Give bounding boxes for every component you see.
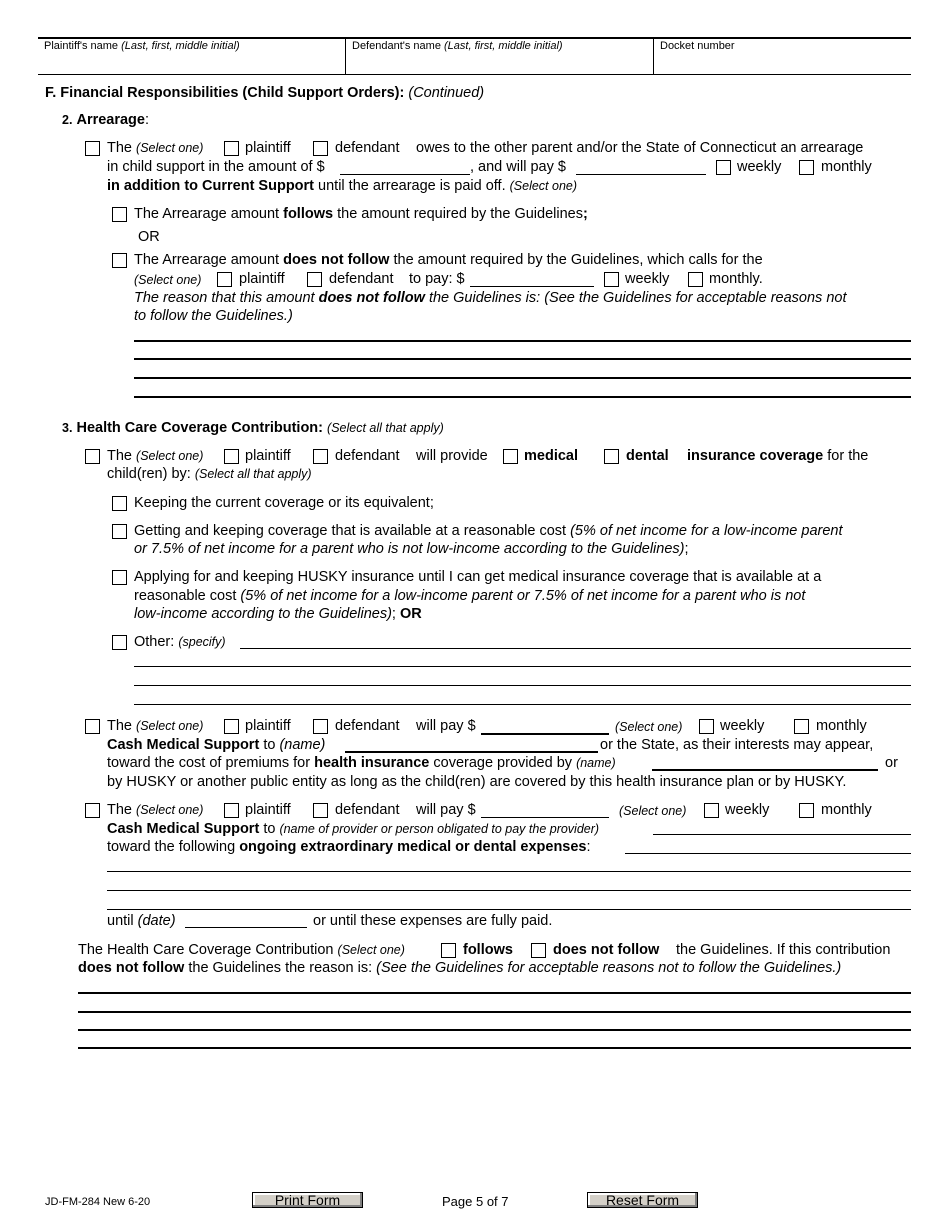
cash2-weekly-label: weekly [725, 802, 770, 818]
health-medical-label: medical [524, 448, 578, 464]
cash1-or: or [885, 755, 898, 771]
cash2-weekly-checkbox[interactable] [704, 803, 719, 818]
arrearage-defendant-checkbox[interactable] [313, 141, 328, 156]
arrearage-or: OR [138, 229, 160, 245]
until-fully-paid: or until these expenses are fully paid. [313, 913, 553, 929]
cash1-monthly-label: monthly [816, 718, 867, 734]
notfollow-monthly-label: monthly. [709, 271, 763, 287]
cash2-expenses-line-3[interactable] [107, 890, 911, 891]
notfollow-weekly-checkbox[interactable] [604, 272, 619, 287]
hcc-reason-line-1[interactable] [78, 992, 911, 994]
cash2-line2: Cash Medical Support to (name of provider or person obligated to pay the provider) [107, 821, 600, 837]
opt-reasonable-cost-line2: or 7.5% of net income for a parent who is not low-income according to the Guidelines); [134, 541, 689, 557]
hcc-not-follow-label: does not follow [553, 942, 660, 958]
cash2-select-one: (Select one) [619, 804, 687, 818]
cash1-provider-input[interactable] [652, 769, 878, 771]
notfollow-amount-input[interactable] [470, 286, 594, 287]
hcc-follows-label: follows [463, 942, 513, 958]
defendant-name-label: Defendant's name [352, 40, 441, 52]
arrearage-checkbox[interactable] [85, 141, 100, 156]
cash2-will-pay: will pay $ [416, 802, 476, 818]
cash2-defendant-checkbox[interactable] [313, 803, 328, 818]
cash1-weekly-checkbox[interactable] [699, 719, 714, 734]
arrearage-will-pay-text: , and will pay $ [470, 159, 566, 175]
health-dental-checkbox[interactable] [604, 449, 619, 464]
docket-number-label: Docket number [660, 40, 735, 52]
arrearage-weekly-label: weekly [737, 159, 782, 175]
opt-reasonable-cost-checkbox[interactable] [112, 524, 127, 539]
cash2-the: The (Select one) [107, 802, 204, 818]
other-specify-input[interactable] [240, 648, 911, 649]
plaintiff-name-label: Plaintiff's name [44, 40, 119, 52]
other-line-3[interactable] [134, 685, 911, 686]
arrearage-owes-text: owes to the other parent and/or the State of Connecticut an arrearage [416, 140, 864, 156]
cash2-monthly-checkbox[interactable] [799, 803, 814, 818]
arrearage-line3: in addition to Current Support until the arrearage is paid off. (Select one) [107, 178, 578, 194]
cash1-name-input[interactable] [345, 751, 598, 753]
cash1-monthly-checkbox[interactable] [794, 719, 809, 734]
notfollow-plaintiff-label: plaintiff [239, 271, 285, 287]
other-line-4[interactable] [134, 704, 911, 705]
other-line-2[interactable] [134, 666, 911, 667]
hcc-reason-line-4[interactable] [78, 1047, 911, 1049]
notfollow-weekly-label: weekly [625, 271, 670, 287]
cash1-or-state: or the State, as their interests may appear, [600, 737, 874, 753]
cash1-select-one: (Select one) [615, 720, 683, 734]
opt-husky-line1: Applying for and keeping HUSKY insurance until I can get medical insurance coverage that is available at a [134, 569, 822, 585]
plaintiff-name-field[interactable] [38, 39, 346, 75]
cash2-expenses-line-2[interactable] [107, 871, 911, 872]
arrearage-reason-text: The reason that this amount does not follow the Guidelines is: (See the Guidelines for acceptable reasons not [134, 290, 847, 306]
cash1-defendant-checkbox[interactable] [313, 719, 328, 734]
section-title: F. Financial Responsibilities (Child Support Orders): (Continued) [45, 85, 485, 101]
hcc-reason-line-3[interactable] [78, 1029, 911, 1031]
health-children-by: child(ren) by: (Select all that apply) [107, 466, 312, 482]
arrearage-reason-line2: to follow the Guidelines.) [134, 308, 293, 324]
cash1-amount-input[interactable] [481, 733, 609, 735]
cash2-provider-input[interactable] [653, 834, 911, 835]
arrearage-notfollow-text: The Arrearage amount does not follow the amount required by the Guidelines, which calls for the [134, 252, 763, 268]
health-provide-checkbox[interactable] [85, 449, 100, 464]
until-date-input[interactable] [185, 927, 307, 928]
arrearage-monthly-checkbox[interactable] [799, 160, 814, 175]
hcc-not-follow-checkbox[interactable] [531, 943, 546, 958]
cash1-line2: Cash Medical Support to (name) [107, 737, 326, 753]
print-form-button[interactable]: Print Form [252, 1192, 363, 1208]
arrearage-reason-line-4[interactable] [134, 396, 911, 398]
notfollow-defendant-label: defendant [329, 271, 394, 287]
cash2-defendant-label: defendant [335, 802, 400, 818]
opt-husky-checkbox[interactable] [112, 570, 127, 585]
cash-medical-2-checkbox[interactable] [85, 803, 100, 818]
arrearage-line1: The (Select one) [107, 140, 204, 156]
notfollow-monthly-checkbox[interactable] [688, 272, 703, 287]
cash2-plaintiff-checkbox[interactable] [224, 803, 239, 818]
arrearage-heading: 2. Arrearage: [62, 112, 150, 128]
opt-husky-line2: reasonable cost (5% of net income for a low-income parent or 7.5% of net income for a parent who is not [134, 588, 806, 604]
cash2-monthly-label: monthly [821, 802, 872, 818]
cash2-expenses-line-4[interactable] [107, 909, 911, 910]
health-plaintiff-label: plaintiff [245, 448, 291, 464]
notfollow-to-pay: to pay: $ [409, 271, 465, 287]
defendant-name-hint: (Last, first, middle initial) [444, 40, 563, 52]
arrearage-reason-line-2[interactable] [134, 358, 911, 360]
cash1-line3: toward the cost of premiums for health insurance coverage provided by (name) [107, 755, 616, 771]
hcc-reason-line: does not follow the Guidelines the reason is: (See the Guidelines for acceptable reasons not to follow the Guidelines.) [78, 960, 842, 976]
opt-other-checkbox[interactable] [112, 635, 127, 650]
cash1-plaintiff-checkbox[interactable] [224, 719, 239, 734]
health-defendant-checkbox[interactable] [313, 449, 328, 464]
arrearage-defendant-label: defendant [335, 140, 400, 156]
hcc-reason-line-2[interactable] [78, 1011, 911, 1013]
notfollow-defendant-checkbox[interactable] [307, 272, 322, 287]
hcc-follows-checkbox[interactable] [441, 943, 456, 958]
cash1-plaintiff-label: plaintiff [245, 718, 291, 734]
cash2-expenses-input[interactable] [625, 853, 911, 854]
hcc-text: The Health Care Coverage Contribution (Select one) [78, 942, 405, 958]
arrearage-monthly-label: monthly [821, 159, 872, 175]
cash2-plaintiff-label: plaintiff [245, 802, 291, 818]
arrearage-weekly-checkbox[interactable] [716, 160, 731, 175]
health-provide-the: The (Select one) [107, 448, 204, 464]
until-date-label: until (date) [107, 913, 176, 929]
hcc-post: the Guidelines. If this contribution [676, 942, 891, 958]
arrearage-notfollow-select-one: (Select one) [134, 273, 202, 287]
health-medical-checkbox[interactable] [503, 449, 518, 464]
case-header [38, 37, 911, 75]
health-insurance-coverage: insurance coverage for the [687, 448, 869, 464]
defendant-name-field[interactable] [346, 39, 654, 75]
arrearage-amount-input[interactable] [340, 174, 470, 175]
page-number: Page 5 of 7 [442, 1194, 509, 1209]
health-dental-label: dental [626, 448, 669, 464]
opt-current-coverage-checkbox[interactable] [112, 496, 127, 511]
reset-form-button[interactable]: Reset Form [587, 1192, 698, 1208]
docket-number-field[interactable] [654, 39, 911, 75]
section-continued: (Continued) [408, 85, 485, 101]
cash1-the: The (Select one) [107, 718, 204, 734]
health-heading: 3. Health Care Coverage Contribution: (Select all that apply) [62, 420, 444, 436]
cash-medical-1-checkbox[interactable] [85, 719, 100, 734]
plaintiff-name-hint: (Last, first, middle initial) [121, 40, 240, 52]
cash2-line3: toward the following ongoing extraordinary medical or dental expenses: [107, 839, 591, 855]
cash1-weekly-label: weekly [720, 718, 765, 734]
opt-husky-line3: low-income according to the Guidelines); OR [134, 606, 422, 622]
form-id: JD-FM-284 New 6-20 [45, 1196, 151, 1208]
cash1-husky-line: by HUSKY or another public entity as long as the child(ren) are covered by this health insurance plan or by HUSKY. [107, 774, 847, 790]
opt-reasonable-cost-line1: Getting and keeping coverage that is available at a reasonable cost (5% of net income for a low-income parent [134, 523, 843, 539]
health-plaintiff-checkbox[interactable] [224, 449, 239, 464]
opt-other-label: Other: (specify) [134, 634, 226, 650]
health-will-provide: will provide [416, 448, 488, 464]
arrearage-plaintiff-label: plaintiff [245, 140, 291, 156]
arrearage-reason-line-3[interactable] [134, 377, 911, 379]
cash2-amount-input[interactable] [481, 817, 609, 818]
cash1-will-pay: will pay $ [416, 718, 476, 734]
arrearage-notfollow-checkbox[interactable] [112, 253, 127, 268]
arrearage-follows-checkbox[interactable] [112, 207, 127, 222]
arrearage-reason-line-1[interactable] [134, 340, 911, 342]
notfollow-plaintiff-checkbox[interactable] [217, 272, 232, 287]
arrearage-amount-text: in child support in the amount of $ [107, 159, 325, 175]
cash1-defendant-label: defendant [335, 718, 400, 734]
arrearage-plaintiff-checkbox[interactable] [224, 141, 239, 156]
arrearage-payment-input[interactable] [576, 174, 706, 175]
health-defendant-label: defendant [335, 448, 400, 464]
opt-current-coverage-label: Keeping the current coverage or its equivalent; [134, 495, 434, 511]
arrearage-follows-text: The Arrearage amount follows the amount required by the Guidelines; [134, 206, 588, 222]
